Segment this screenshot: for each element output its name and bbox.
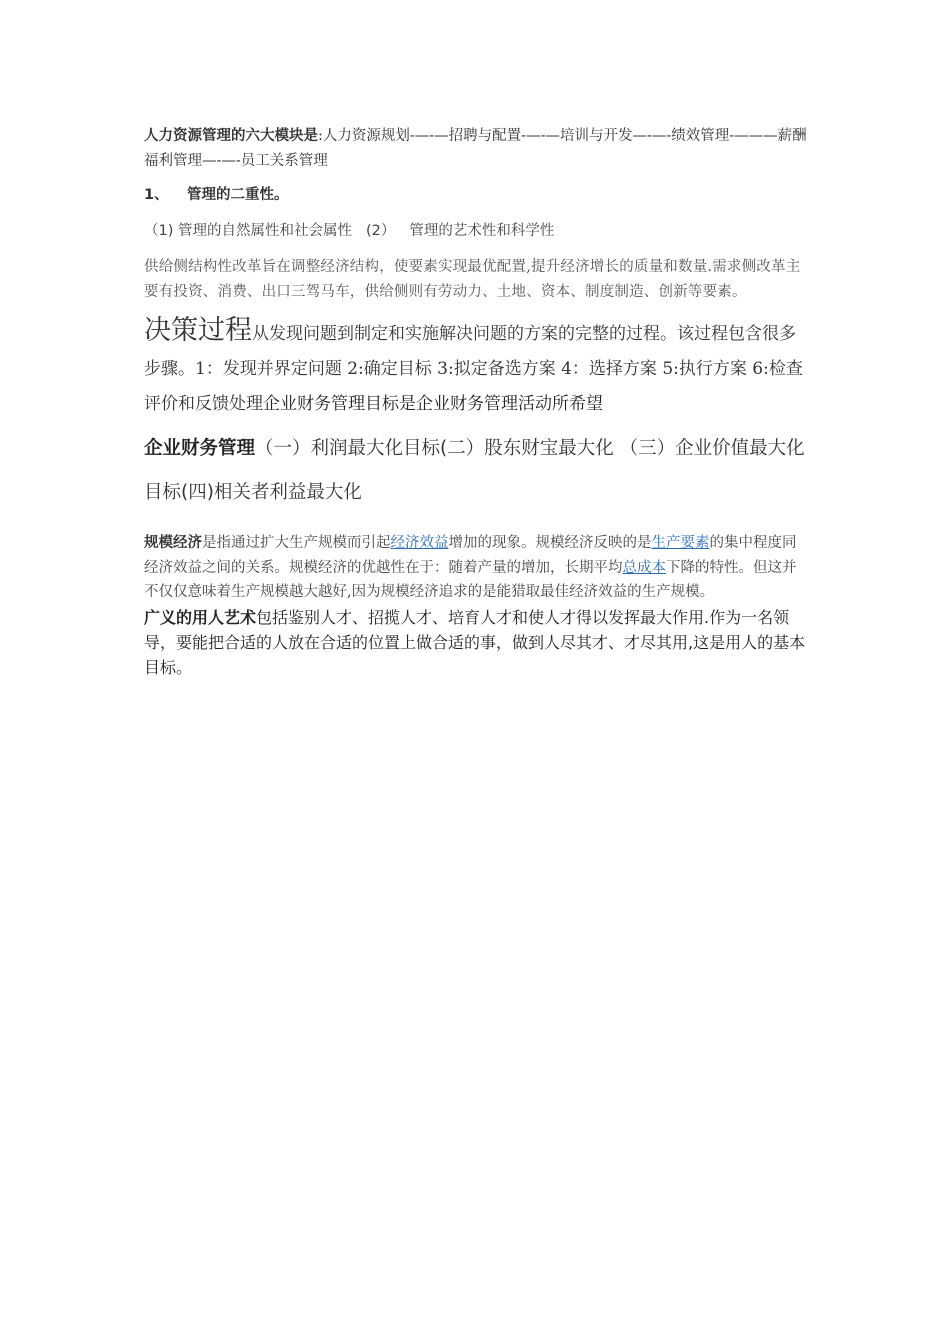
art-of-employment-heading: 广义的用人艺术	[144, 607, 257, 627]
hr-modules-heading: 人力资源管理的六大模块是	[144, 128, 318, 144]
attribute-2: 管理的艺术性和科学性	[409, 223, 555, 239]
scale-text-1: 是指通过扩大生产规模而引起	[202, 535, 391, 551]
scale-text-2: 增加的现象。规模经济反映的是	[448, 535, 652, 551]
economies-of-scale-paragraph	[144, 531, 810, 605]
finance-goals-text: （一）利润最大化目标(二）股东财宝最大化 （三）企业价值最大化目标(四)相关者利益最大化	[144, 438, 805, 503]
supply-side-paragraph: 供给侧结构性改革旨在调整经济结构，使要素实现最优配置,提升经济增长的质量和数量.需求侧改革主要有投资、消费、出口三驾马车，供给侧则有劳动力、土地、资本、制度制造、创新等要素。	[144, 259, 801, 300]
management-duality-heading	[144, 184, 810, 206]
attribute-2-number: (2）	[366, 223, 396, 239]
link-total-cost[interactable]: 总成本	[622, 559, 666, 576]
hr-modules-paragraph	[144, 124, 810, 174]
hr-modules-text: :人力资源规划-—-—招聘与配置-—-—培训与开发—-—-绩效管理-———薪酬福利管理—-—-员工关系管理	[144, 128, 807, 169]
art-of-employment-paragraph	[144, 605, 810, 680]
decision-process-text: 从发现问题到制定和实施解决问题的方案的完整的过程。该过程包含很多步骤。1：发现并界定问题 2:确定目标 3:拟定备选方案 4：选择方案 5:执行方案 6:检查评价和反馈处理	[144, 324, 803, 414]
economies-of-scale-heading: 规模经济	[144, 535, 202, 551]
document-content	[144, 124, 810, 680]
attribute-1: （1) 管理的自然属性和社会属性	[144, 223, 352, 239]
scale-text-4: 下降的特性。但这并不仅仅意味着生产规模越大越好,因为规模经济追求的是能猎取最佳经济效益的生产规模。	[144, 559, 797, 600]
link-production-factors[interactable]: 生产要素	[651, 535, 710, 551]
section-number: 1、	[144, 187, 169, 203]
finance-goals-heading: 企业财务管理	[144, 438, 256, 459]
decision-process-heading: 决策过程	[144, 315, 252, 346]
management-attributes-line	[144, 220, 810, 242]
art-of-employment-text: 包括鉴别人才、招揽人才、培育人才和使人才得以发挥最大作用.作为一名领导，要能把合适的人放在合适的位置上做合适的事，做到人尽其才、才尽其用,这是用人的基本目标。	[144, 607, 806, 677]
link-economic-benefit[interactable]: 经济效益	[390, 535, 449, 551]
scale-text-3: 的集中程度同经济效益之间的关系。规模经济的优越性在于：随着产量的增加，长期平均	[144, 535, 797, 576]
section-title: 管理的二重性。	[187, 187, 289, 203]
finance-goals-paragraph	[144, 427, 810, 515]
finance-goal-lead: 企业财务管理目标是企业财务管理活动所希望	[263, 394, 603, 414]
decision-process-paragraph	[144, 313, 810, 422]
